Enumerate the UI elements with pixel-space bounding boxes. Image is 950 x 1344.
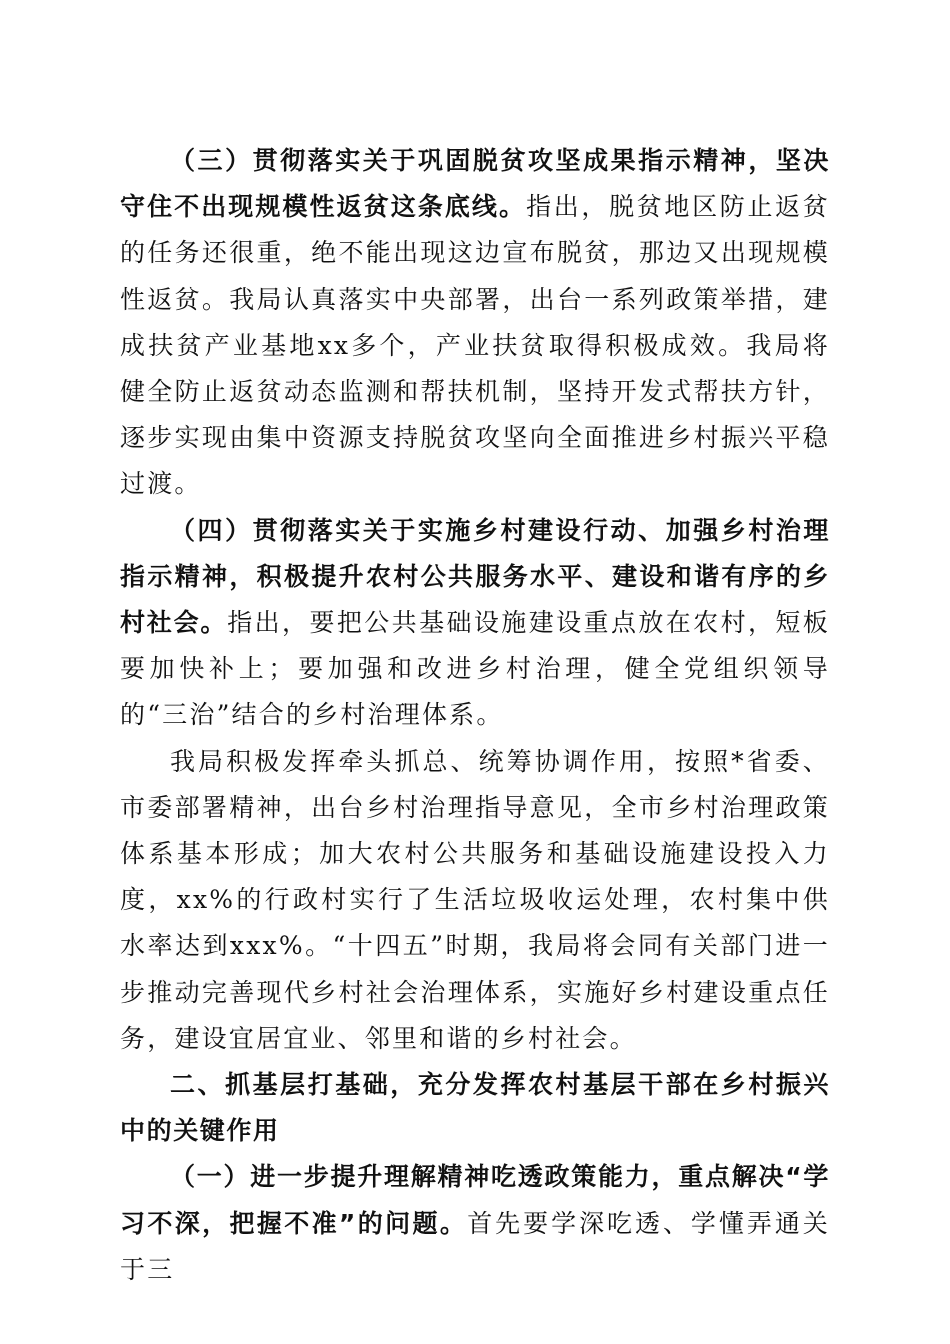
paragraph-body: 我局积极发挥牵头抓总、统筹协调作用，按照*省委、市委部署精神，出台乡村治理指导意见，全市乡村治理政策体系基本形成；加大农村公共服务和基础设施建设投入力度，xx%的行政村实行了生活垃圾收运处理，农村集中供水率达到xxx%。“十四五”时期，我局将会同有关部门进一步推动完善现代乡村社会治理体系，实施好乡村建设重点任务，建设宜居宜业、邻里和谐的乡村社会。 [120, 746, 830, 1053]
paragraph-body: 指出，脱贫地区防止返贫的任务还很重，绝不能出现这边宣布脱贫，那边又出现规模性返贫。我局认真落实中央部署，出台一系列政策举措，建成扶贫产业基地xx多个，产业扶贫取得积极成效。我局将健全防止返贫动态监测和帮扶机制，坚持开发式帮扶方针，逐步实现由集中资源支持脱贫攻坚向全面推进乡村振兴平稳过渡。 [120, 192, 830, 499]
section-heading: 二、抓基层打基础，充分发挥农村基层干部在乡村振兴中的关键作用 [120, 1070, 830, 1146]
paragraph-lead: （四）贯彻落实关于实施乡村建设行动、加强乡村治理指示精神，积极提升农村公共服务水平、建设和谐有序的乡村社会。 [120, 515, 830, 638]
paragraph-lead: （一）进一步提升理解精神吃透政策能力，重点解决“学习不深，把握不准”的问题。 [120, 1162, 830, 1238]
paragraph-body: 指出，要把公共基础设施建设重点放在农村，短板要加快补上；要加强和改进乡村治理，健全党组织领导的“三治”结合的乡村治理体系。 [120, 608, 830, 730]
paragraph-consolidate-poverty [120, 138, 830, 508]
paragraph-improve-understanding [120, 1154, 830, 1293]
paragraph-lead: （三）贯彻落实关于巩固脱贫攻坚成果指示精神，坚决守住不出现规模性返贫这条底线。 [120, 146, 830, 222]
paragraph-body: 首先要学深吃透、学懂弄通关于三 [120, 1208, 830, 1284]
document-page [120, 138, 830, 1293]
paragraph-bureau-actions [120, 739, 830, 1062]
paragraph-rural-construction [120, 508, 830, 739]
